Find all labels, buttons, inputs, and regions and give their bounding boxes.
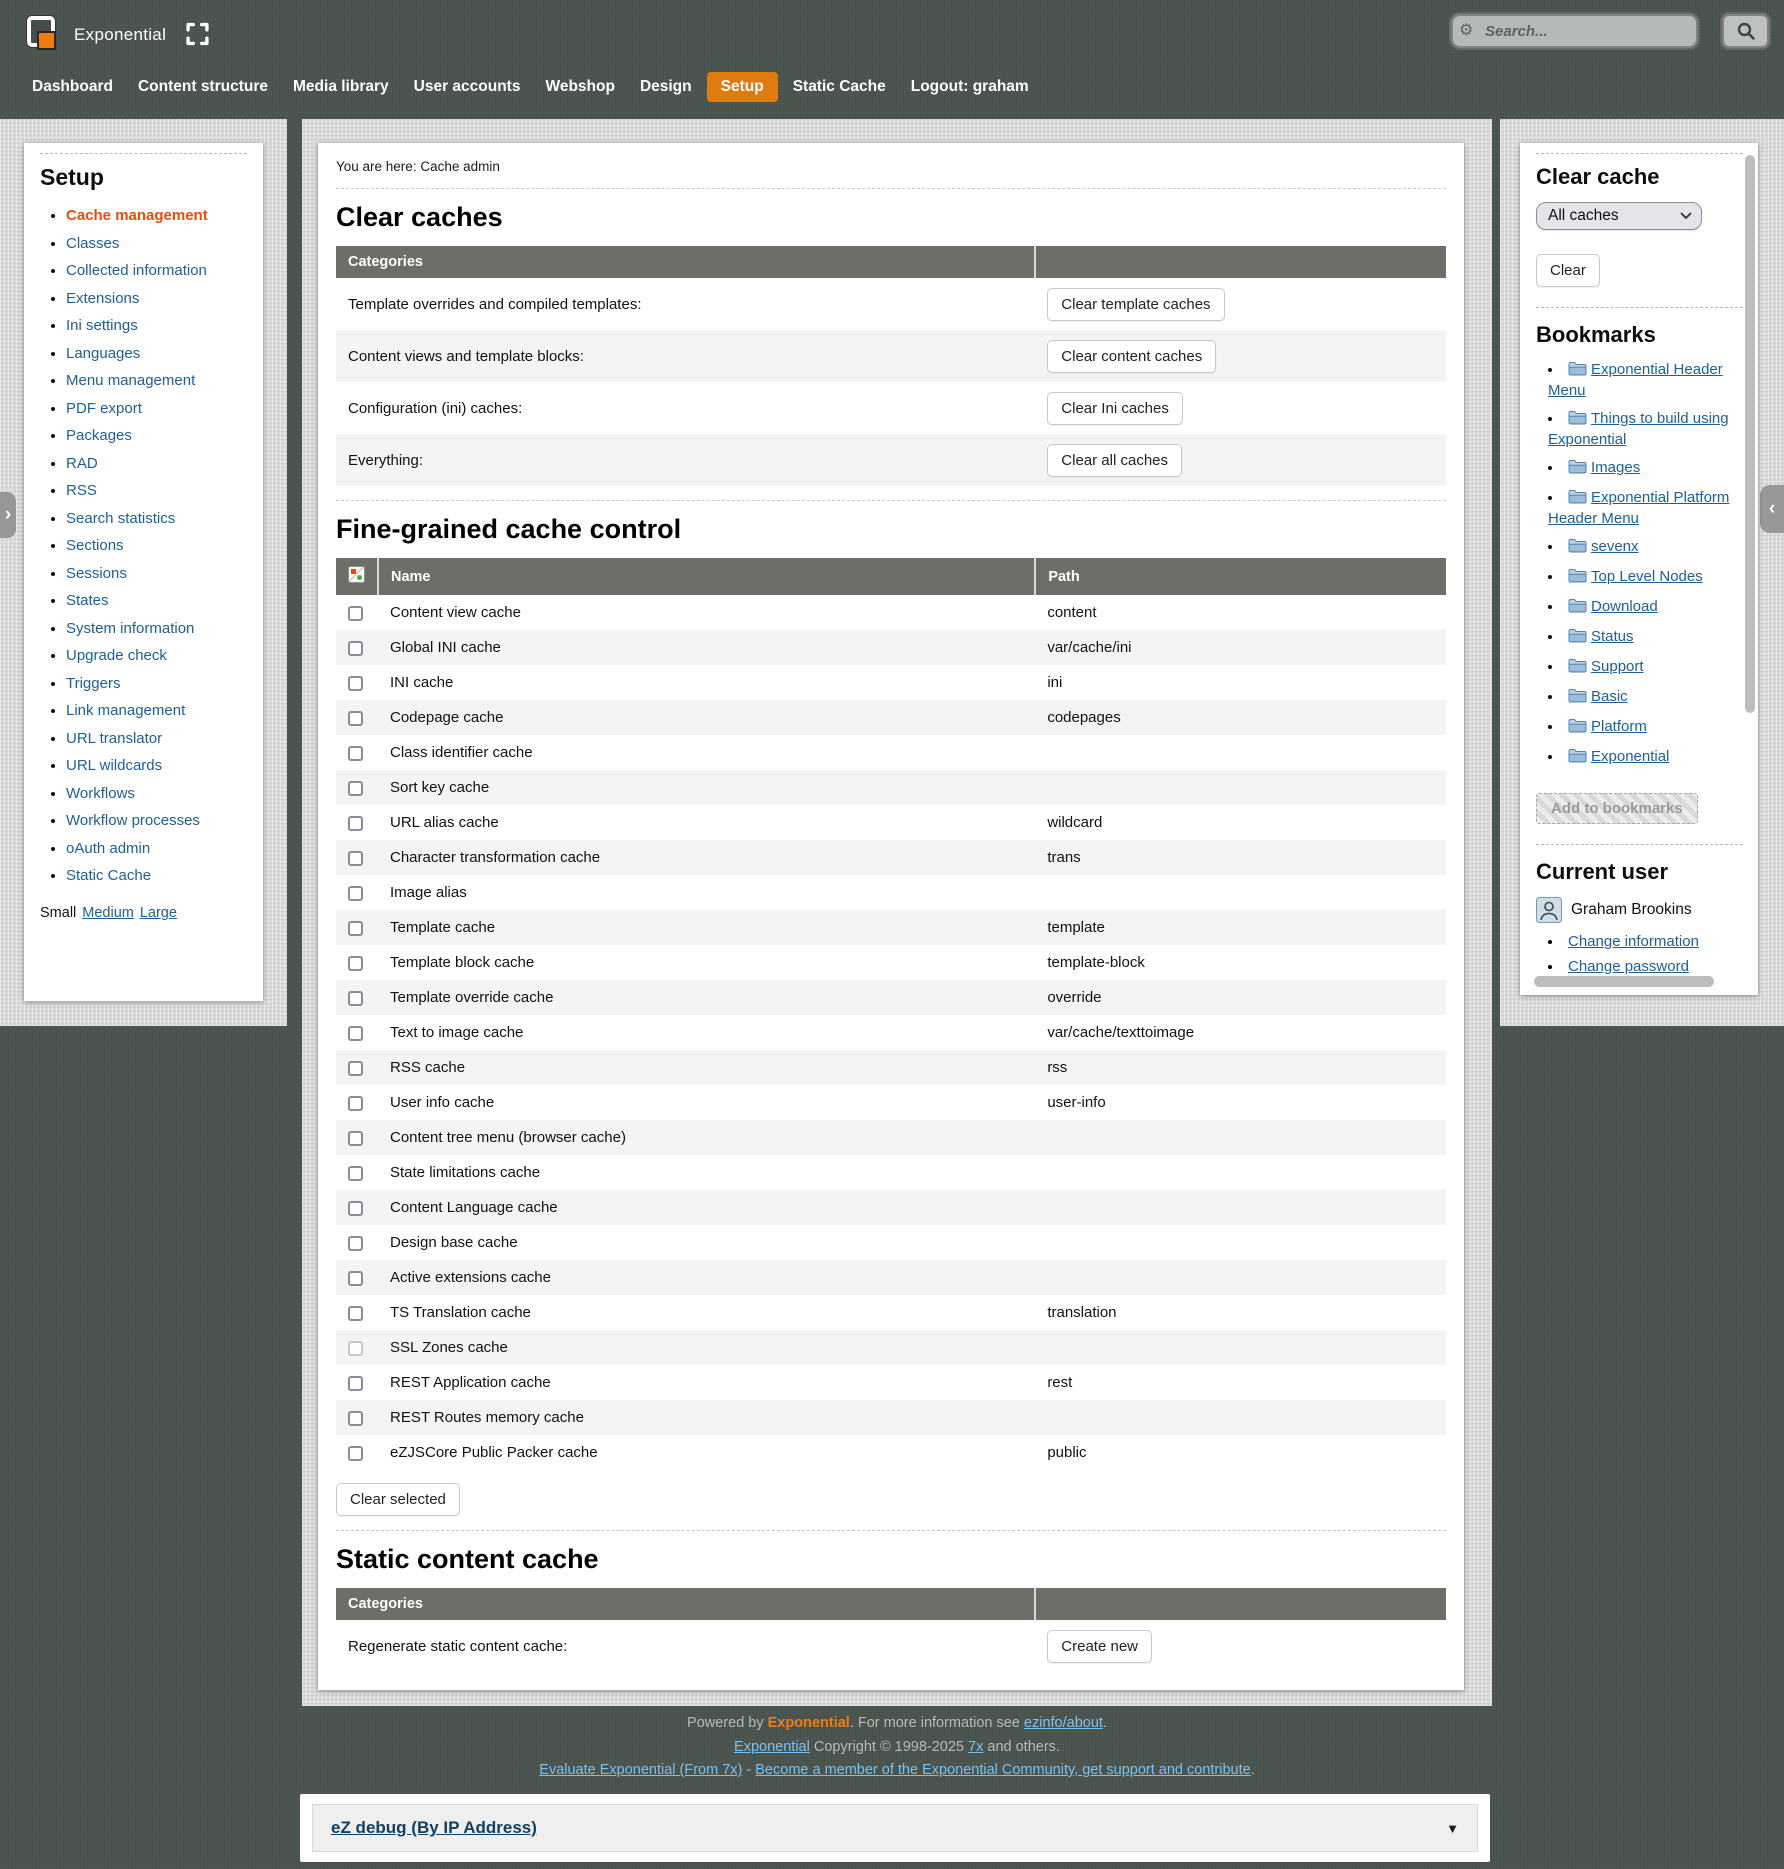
bookmark-item — [1548, 627, 1743, 648]
cache-path — [1035, 735, 1446, 770]
sidebar-item-static-cache[interactable]: Static Cache — [66, 867, 152, 884]
cache-row-content-view-cache — [336, 595, 1446, 630]
sidebar-list-item — [66, 620, 247, 638]
cache-path — [1035, 1330, 1446, 1365]
footer-text: and others. — [983, 1738, 1060, 1755]
nav-item-dashboard[interactable]: Dashboard — [32, 78, 113, 95]
sidebar-list-item — [66, 400, 247, 418]
sidebar-item-languages[interactable]: Languages — [66, 344, 141, 362]
cache-name: User info cache — [390, 1094, 495, 1111]
cache-path: ini — [1047, 674, 1063, 691]
sidebar-item-sections[interactable]: Sections — [66, 537, 124, 554]
cache-path: override — [1047, 989, 1102, 1006]
cache-row-class-identifier-cache — [336, 735, 1446, 770]
row-checkbox[interactable] — [348, 1026, 363, 1041]
cache-name: Content view cache — [390, 604, 521, 621]
clear-all-caches-button[interactable]: Clear all caches — [1047, 444, 1182, 477]
breadcrumb: You are here: Cache admin — [336, 159, 500, 174]
row-checkbox[interactable] — [348, 641, 363, 656]
folder-icon — [1568, 628, 1587, 648]
folder-icon — [1568, 688, 1587, 708]
clear-caches-title: Clear caches — [336, 202, 503, 232]
cache-category-row — [336, 382, 1446, 434]
cache-path — [1035, 770, 1446, 805]
static-cache-table — [336, 1588, 1446, 1672]
sidebar-list-item — [66, 207, 247, 225]
cache-row-ezjscore-public-packer-cache — [336, 1435, 1446, 1470]
create-new-button[interactable]: Create new — [1047, 1630, 1152, 1663]
bookmark-item — [1548, 597, 1743, 618]
row-checkbox[interactable] — [348, 746, 363, 761]
cache-name: Image alias — [390, 884, 467, 901]
cache-name: State limitations cache — [390, 1164, 541, 1181]
divider — [336, 1530, 1446, 1531]
bookmarks-title: Bookmarks — [1536, 322, 1656, 347]
categories-header: Categories — [336, 1588, 1035, 1620]
cache-path: var/cache/texttoimage — [1047, 1024, 1195, 1041]
row-checkbox[interactable] — [348, 1166, 363, 1181]
row-checkbox[interactable] — [348, 886, 363, 901]
row-checkbox[interactable] — [348, 1411, 363, 1426]
sidebar-list-item — [66, 565, 247, 583]
footer-text: Copyright © 1998-2025 — [809, 1738, 969, 1755]
user-link-item — [1548, 958, 1743, 975]
row-checkbox[interactable] — [348, 1306, 363, 1321]
folder-icon — [1568, 748, 1587, 768]
cache-name: Design base cache — [390, 1234, 518, 1251]
bookmark-item — [1548, 567, 1743, 588]
sidebar-list-item — [66, 537, 247, 555]
clear-content-caches-button[interactable]: Clear content caches — [1047, 340, 1216, 373]
user-avatar-icon — [1536, 897, 1562, 923]
cache-name: Content Language cache — [390, 1199, 558, 1216]
sidebar-list-item — [66, 510, 247, 528]
main-content — [318, 143, 1464, 1690]
cache-name: Sort key cache — [390, 779, 490, 796]
search-icon — [1736, 21, 1756, 41]
clear-template-caches-button[interactable]: Clear template caches — [1047, 288, 1224, 321]
row-checkbox[interactable] — [348, 711, 363, 726]
cache-category-row — [336, 330, 1446, 382]
row-checkbox[interactable] — [348, 1236, 363, 1251]
fine-grained-table — [336, 558, 1446, 1470]
sidebar-item-oauth-admin[interactable]: oAuth admin — [66, 839, 151, 857]
nav-item-content-structure[interactable]: Content structure — [137, 78, 269, 95]
cache-row-global-ini-cache — [336, 630, 1446, 665]
cache-row-ini-cache — [336, 665, 1446, 700]
cache-name: INI cache — [390, 674, 454, 691]
cache-path — [1035, 1400, 1446, 1435]
collapse-right-handle[interactable] — [1760, 485, 1784, 533]
cache-row-active-extensions-cache — [336, 1260, 1446, 1295]
chevron-down-icon — [1680, 212, 1692, 220]
folder-icon — [1568, 538, 1587, 558]
sidebar-list-item — [66, 785, 247, 803]
footer-text: . — [1102, 1715, 1107, 1731]
cache-name: Class identifier cache — [390, 744, 533, 761]
sidebar-title: Setup — [40, 164, 104, 190]
footer-brand: Exponential — [767, 1715, 850, 1731]
cache-row-image-alias — [336, 875, 1446, 910]
setup-sidebar — [24, 143, 263, 1001]
static-cache-label: Regenerate static content cache: — [348, 1637, 568, 1655]
bookmark-item — [1548, 488, 1743, 528]
clear-ini-caches-button[interactable]: Clear Ini caches — [1047, 392, 1183, 425]
user-link-item — [1548, 933, 1743, 950]
community-link[interactable]: Become a member of the Exponential Community, get support and contribute — [755, 1762, 1251, 1778]
cache-path — [1035, 1260, 1446, 1295]
row-checkbox[interactable] — [348, 921, 363, 936]
cache-row-character-transformation-cache — [336, 840, 1446, 875]
gear-icon: ⚙ — [1459, 22, 1474, 39]
row-checkbox[interactable] — [348, 1061, 363, 1076]
sidebar-item-ini-settings[interactable]: Ini settings — [66, 317, 138, 334]
divider — [1536, 153, 1743, 154]
static-cache-title: Static content cache — [336, 1544, 599, 1574]
row-checkbox[interactable] — [348, 1446, 363, 1461]
cache-path — [1035, 1190, 1446, 1225]
bookmark-link-exponential[interactable]: Exponential — [1591, 748, 1670, 765]
cache-path: rest — [1047, 1374, 1073, 1391]
sidebar-item-upgrade-check[interactable]: Upgrade check — [66, 647, 167, 664]
cache-path: public — [1047, 1444, 1087, 1461]
row-checkbox[interactable] — [348, 1131, 363, 1146]
cache-row-rss-cache — [336, 1050, 1446, 1085]
sidebar-item-menu-management[interactable]: Menu management — [66, 372, 196, 389]
cache-row-template-cache — [336, 910, 1446, 945]
bookmark-item — [1548, 687, 1743, 708]
categories-header-empty — [1035, 246, 1446, 278]
cache-row-user-info-cache — [336, 1085, 1446, 1120]
cache-name: Active extensions cache — [390, 1269, 551, 1286]
cache-name: Template override cache — [390, 989, 554, 1006]
cache-row-state-limitations-cache — [336, 1155, 1446, 1190]
divider — [336, 500, 1446, 501]
clear-caches-table — [336, 246, 1446, 486]
bookmark-item — [1548, 409, 1743, 449]
footer-text: - — [742, 1762, 756, 1778]
path-column-header: Path — [1035, 558, 1446, 595]
right-sidebar — [1520, 143, 1758, 995]
cache-path — [1035, 875, 1446, 910]
sidebar-item-classes[interactable]: Classes — [66, 234, 120, 252]
sidebar-item-pdf-export[interactable]: PDF export — [66, 399, 142, 417]
cache-row-template-override-cache — [336, 980, 1446, 1015]
main-nav — [22, 72, 1039, 102]
size-current: Small — [40, 904, 77, 921]
cache-category-label: Everything: — [348, 451, 424, 469]
cache-category-label: Configuration (ini) caches: — [348, 399, 523, 417]
clear-cache-title: Clear cache — [1536, 164, 1660, 189]
cache-path: rss — [1047, 1059, 1068, 1076]
top-bar — [0, 0, 1784, 119]
debug-panel — [300, 1794, 1490, 1862]
sidebar-item-cache-management[interactable]: Cache management — [66, 207, 208, 224]
folder-icon — [1568, 489, 1587, 509]
cache-path — [1035, 1225, 1446, 1260]
cache-name: REST Routes memory cache — [390, 1409, 584, 1426]
sidebar-list-item — [66, 235, 247, 253]
name-column-header: Name — [378, 558, 1035, 595]
sidebar-list-item — [66, 867, 247, 885]
cache-category-label: Content views and template blocks: — [348, 347, 584, 365]
cache-name: URL alias cache — [390, 814, 499, 831]
cache-row-rest-application-cache — [336, 1365, 1446, 1400]
cache-row-design-base-cache — [336, 1225, 1446, 1260]
sidebar-list-item — [66, 372, 247, 390]
folder-icon — [1568, 658, 1587, 678]
change-information-link[interactable]: Change information — [1568, 933, 1699, 950]
categories-header: Categories — [336, 246, 1035, 278]
chevron-left-icon: ‹ — [1768, 498, 1776, 519]
sidebar-item-link-management[interactable]: Link management — [66, 702, 186, 719]
cache-name: Template block cache — [390, 954, 535, 971]
cache-row-rest-routes-memory-cache — [336, 1400, 1446, 1435]
cache-name: Content tree menu (browser cache) — [390, 1129, 626, 1146]
clear-cache-button[interactable]: Clear — [1536, 254, 1600, 287]
row-checkbox[interactable] — [348, 851, 363, 866]
cache-path: content — [1047, 604, 1097, 621]
cache-row-text-to-image-cache — [336, 1015, 1446, 1050]
ezinfo-about-link[interactable]: ezinfo/about — [1023, 1715, 1103, 1731]
bookmarks-list — [1536, 360, 1743, 768]
cache-path: user-info — [1047, 1094, 1106, 1111]
interface-size-switcher — [40, 905, 247, 921]
sidebar-list-item — [66, 812, 247, 830]
cache-name: Text to image cache — [390, 1024, 524, 1041]
row-checkbox — [348, 1341, 363, 1356]
search-input[interactable] — [1451, 14, 1698, 48]
debug-collapse-icon[interactable]: ▼ — [1446, 1820, 1459, 1836]
clear-selected-button[interactable]: Clear selected — [336, 1483, 460, 1516]
change-password-link[interactable]: Change password — [1568, 958, 1689, 975]
cache-path: var/cache/ini — [1047, 639, 1132, 656]
sidebar-item-states[interactable]: States — [66, 592, 109, 609]
cache-name: Template cache — [390, 919, 496, 936]
folder-icon — [1568, 459, 1587, 479]
folder-icon — [1568, 568, 1587, 588]
row-checkbox[interactable] — [348, 816, 363, 831]
search-button[interactable] — [1722, 14, 1769, 48]
cache-row-url-alias-cache — [336, 805, 1446, 840]
cache-name: TS Translation cache — [390, 1304, 531, 1321]
sidebar-item-workflow-processes[interactable]: Workflow processes — [66, 812, 200, 829]
bookmark-item — [1548, 657, 1743, 678]
sidebar-item-sessions[interactable]: Sessions — [66, 564, 127, 582]
collapse-left-handle[interactable] — [0, 492, 16, 538]
footer-text: . For more information see — [849, 1715, 1024, 1731]
setup-menu — [40, 207, 247, 885]
bookmark-link-status[interactable]: Status — [1591, 628, 1634, 645]
cache-type-select-value: All caches — [1548, 207, 1619, 224]
sidebar-item-extensions[interactable]: Extensions — [66, 289, 140, 307]
bookmark-link-download[interactable]: Download — [1591, 598, 1658, 615]
cache-name: eZJSCore Public Packer cache — [390, 1444, 598, 1461]
nav-item-setup[interactable]: Setup — [707, 72, 778, 102]
row-checkbox[interactable] — [348, 956, 363, 971]
search-box — [1451, 14, 1698, 48]
nav-item-logout-graham[interactable]: Logout: graham — [910, 78, 1029, 95]
size-link-medium[interactable]: Medium — [82, 904, 134, 921]
nav-item-media-library[interactable]: Media library — [293, 78, 389, 95]
row-checkbox[interactable] — [348, 1271, 363, 1286]
sidebar-item-system-information[interactable]: System information — [66, 619, 195, 637]
cache-path: trans — [1047, 849, 1081, 866]
bookmark-link-top-level-nodes[interactable]: Top Level Nodes — [1591, 568, 1703, 585]
row-checkbox[interactable] — [348, 606, 363, 621]
horizontal-scrollbar[interactable] — [1534, 976, 1714, 987]
cache-name: SSL Zones cache — [390, 1339, 508, 1356]
sidebar-item-rss[interactable]: RSS — [66, 482, 97, 499]
bookmark-link-platform[interactable]: Platform — [1591, 718, 1647, 735]
sidebar-item-url-translator[interactable]: URL translator — [66, 729, 163, 747]
divider — [336, 188, 1446, 189]
divider — [1536, 307, 1743, 308]
footer-text: . — [1250, 1762, 1255, 1778]
exponential-link[interactable]: Exponential — [734, 1738, 810, 1755]
sidebar-item-triggers[interactable]: Triggers — [66, 674, 121, 692]
current-user-links — [1536, 933, 1743, 975]
nav-item-design[interactable]: Design — [639, 78, 692, 95]
cache-row-ssl-zones-cache — [336, 1330, 1446, 1365]
cache-row-template-block-cache — [336, 945, 1446, 980]
cache-row-codepage-cache — [336, 700, 1446, 735]
divider — [40, 153, 247, 154]
invert-selection-icon[interactable] — [348, 566, 365, 583]
row-checkbox[interactable] — [348, 1096, 363, 1111]
folder-icon — [1568, 410, 1587, 430]
cache-type-select[interactable] — [1536, 202, 1702, 230]
sidebar-list-item — [66, 262, 247, 280]
brand-name: Exponential — [74, 25, 167, 44]
exponential-logo-icon — [24, 14, 64, 56]
sidebar-list-item — [66, 840, 247, 858]
current-user-name: Graham Brookins — [1571, 901, 1692, 918]
bookmark-item — [1548, 537, 1743, 558]
ez-debug-link[interactable]: eZ debug (By IP Address) — [331, 1818, 537, 1837]
evaluate-link[interactable]: Evaluate Exponential (From 7x) — [539, 1762, 743, 1778]
cache-row-ts-translation-cache — [336, 1295, 1446, 1330]
static-cache-row — [336, 1620, 1446, 1672]
sidebar-item-url-wildcards[interactable]: URL wildcards — [66, 757, 163, 774]
cache-name: RSS cache — [390, 1059, 466, 1076]
size-link-large[interactable]: Large — [139, 904, 177, 921]
cache-path — [1035, 1155, 1446, 1190]
cache-name: Global INI cache — [390, 639, 501, 656]
brand-logo[interactable] — [24, 14, 166, 56]
vertical-scrollbar[interactable] — [1745, 155, 1755, 713]
sidebar-list-item — [66, 345, 247, 363]
sidebar-list-item — [66, 290, 247, 308]
bookmark-item — [1548, 458, 1743, 479]
cache-category-label: Template overrides and compiled templates: — [348, 295, 642, 313]
cache-category-row — [336, 434, 1446, 486]
sidebar-list-item — [66, 592, 247, 610]
folder-icon — [1568, 718, 1587, 738]
sidebar-list-item — [66, 702, 247, 720]
bookmark-link-basic[interactable]: Basic — [1591, 688, 1628, 705]
nav-item-static-cache[interactable]: Static Cache — [792, 78, 886, 95]
bookmark-link-exponential-platform-header-menu[interactable]: Exponential Platform Header Menu — [1548, 489, 1730, 527]
cache-path: template-block — [1047, 954, 1145, 971]
sidebar-list-item — [66, 317, 247, 335]
folder-icon — [1568, 598, 1587, 618]
chevron-right-icon: › — [4, 504, 12, 525]
bookmark-item — [1548, 360, 1743, 400]
footer — [302, 1712, 1492, 1783]
cache-path — [1035, 1120, 1446, 1155]
cache-row-content-language-cache — [336, 1190, 1446, 1225]
add-to-bookmarks-button: Add to bookmarks — [1536, 793, 1698, 824]
cache-name: Character transformation cache — [390, 849, 601, 866]
bookmark-link-sevenx[interactable]: sevenx — [1591, 538, 1639, 555]
bookmark-link-things-to-build-using-exponential[interactable]: Things to build using Exponential — [1548, 410, 1729, 448]
sidebar-item-packages[interactable]: Packages — [66, 427, 132, 444]
divider — [1536, 844, 1743, 845]
sevenx-link[interactable]: 7x — [968, 1738, 984, 1755]
cache-name: Codepage cache — [390, 709, 504, 726]
bookmark-link-support[interactable]: Support — [1591, 658, 1644, 675]
cache-name: REST Application cache — [390, 1374, 551, 1391]
cache-path: template — [1047, 919, 1105, 936]
bookmark-item — [1548, 747, 1743, 768]
cache-path: codepages — [1047, 709, 1121, 726]
cache-category-row — [336, 278, 1446, 330]
current-user-title: Current user — [1536, 859, 1669, 884]
sidebar-list-item — [66, 455, 247, 473]
row-checkbox[interactable] — [348, 781, 363, 796]
bookmark-link-exponential-header-menu[interactable]: Exponential Header Menu — [1548, 361, 1723, 399]
sidebar-list-item — [66, 427, 247, 445]
row-checkbox[interactable] — [348, 676, 363, 691]
bookmark-link-images[interactable]: Images — [1591, 459, 1641, 476]
cache-path: translation — [1047, 1304, 1117, 1321]
sidebar-list-item — [66, 757, 247, 775]
sidebar-item-search-statistics[interactable]: Search statistics — [66, 509, 176, 527]
sidebar-item-collected-information[interactable]: Collected information — [66, 262, 207, 279]
debug-bar — [312, 1804, 1478, 1852]
sidebar-list-item — [66, 730, 247, 748]
row-checkbox[interactable] — [348, 1201, 363, 1216]
cache-path: wildcard — [1047, 814, 1103, 831]
categories-header-empty — [1035, 1588, 1446, 1620]
footer-text: Powered by — [687, 1715, 768, 1731]
cache-row-sort-key-cache — [336, 770, 1446, 805]
row-checkbox[interactable] — [348, 991, 363, 1006]
nav-item-webshop[interactable]: Webshop — [545, 78, 615, 95]
sidebar-item-workflows[interactable]: Workflows — [66, 784, 135, 802]
sidebar-list-item — [66, 482, 247, 500]
nav-item-user-accounts[interactable]: User accounts — [413, 78, 521, 95]
fine-grained-title: Fine-grained cache control — [336, 514, 682, 544]
sidebar-list-item — [66, 675, 247, 693]
folder-icon — [1568, 361, 1587, 381]
sidebar-item-rad[interactable]: RAD — [66, 454, 98, 472]
row-checkbox[interactable] — [348, 1376, 363, 1391]
fullscreen-icon[interactable] — [186, 22, 209, 51]
cache-row-content-tree-menu-browser-cache — [336, 1120, 1446, 1155]
sidebar-list-item — [66, 647, 247, 665]
bookmark-item — [1548, 717, 1743, 738]
